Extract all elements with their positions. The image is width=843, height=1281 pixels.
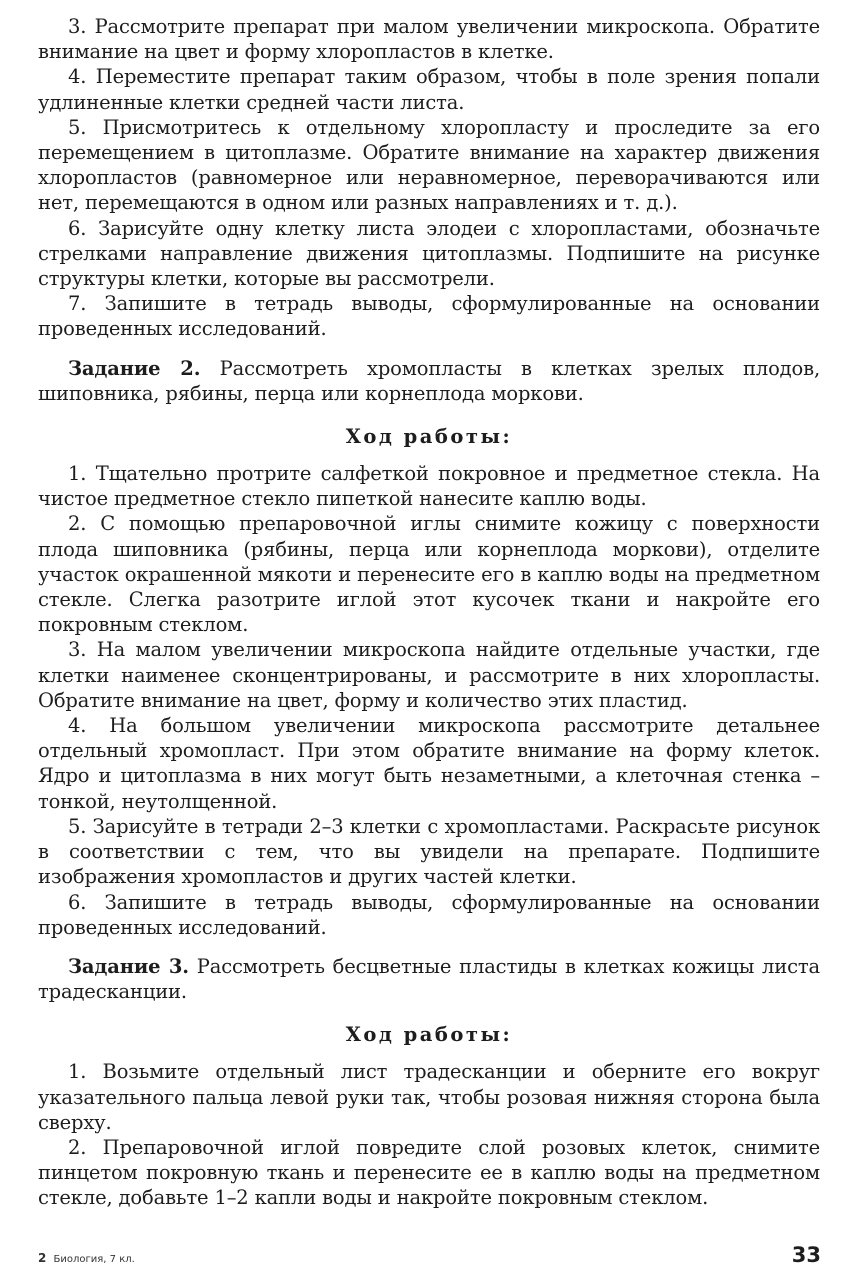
- page-footer: [38, 1239, 821, 1267]
- step-b-6: 6. Запишите в тетрадь выводы, сформулированные на основании проведенных исследований.: [38, 890, 820, 939]
- page-number: 33: [791, 1243, 821, 1267]
- step-a-7: 7. Запишите в тетрадь выводы, сформулированные на основании проведенных исследований.: [38, 292, 820, 341]
- signature-number: 2: [38, 1251, 47, 1265]
- task-2-text: Рассмотреть хромопласты в клетках зрелых плодов, шиповника, рябины, перца или корнеплода моркови.: [38, 356, 820, 405]
- task-2-label: Задание 2.: [68, 356, 201, 380]
- step-a-3: 3. Рассмотрите препарат при малом увеличении микроскопа. Обратите внимание на цвет и форму хлоропластов в клетке.: [38, 15, 820, 64]
- step-b-5: 5. Зарисуйте в тетради 2–3 клетки с хромопластами. Раскрасьте рисунок в соответствии с тем, что вы увидели на препарате. Подпишите изображения хромопластов и других частей клетки.: [38, 814, 820, 889]
- step-c-1: 1. Возьмите отдельный лист традесканции и оберните его вокруг указательного пальца левой руки так, чтобы розовая нижняя сторона была сверху.: [38, 1060, 820, 1134]
- procedure-heading-3: Ход работы:: [345, 1023, 513, 1047]
- step-c-2: 2. Препаровочной иглой повредите слой розовых клеток, снимите пинцетом покровную ткань и перенесите ее в каплю воды на предметном стекле, добавьте 1–2 капли воды и накройте покровным стеклом.: [38, 1135, 820, 1210]
- task-3-text: Рассмотреть бесцветные пластиды в клетках кожицы листа традесканции.: [38, 954, 821, 1004]
- book-title-note: Биология, 7 кл.: [53, 1254, 135, 1265]
- step-a-6: 6. Зарисуйте одну клетку листа элодеи с хлоропластами, обозначьте стрелками направление движения цитоплазмы. Подпишите на рисунке структуры клетки, которые вы рассмотрели.: [38, 216, 820, 291]
- page-content: [38, 14, 820, 1211]
- step-a-4: 4. Переместите препарат таким образом, чтобы в поле зрения попали удлиненные клетки средней части листа.: [38, 65, 820, 114]
- step-b-4: 4. На большом увеличении микроскопа рассмотрите детальнее отдельный хромопласт. При этом обратите внимание на форму клеток. Ядро и цитоплазма в них могут быть незаметными, а клеточная стенка – тонкой, неутолщенной.: [38, 714, 820, 813]
- signature-note: [38, 1251, 135, 1265]
- procedure-heading-2: Ход работы:: [345, 425, 513, 449]
- task-3: [38, 954, 820, 1004]
- task-3-label: Задание 3.: [68, 954, 189, 978]
- task-2: [38, 356, 820, 406]
- step-b-2: 2. С помощью препаровочной иглы снимите кожицу с поверхности плода шиповника (рябины, перца или корнеплода моркови), отделите участок окрашенной мякоти и перенесите его в каплю воды на предметном стекле. Слегка разотрите иглой этот кусочек ткани и накройте его покровным стеклом.: [38, 512, 820, 637]
- step-a-5: 5. Присмотритесь к отдельному хлоропласту и проследите за его перемещением в цитоплазме. Обратите внимание на характер движения хлоропластов (равномерное или неравномерное, переворачиваются или нет, перемещаются в одном или разных направлениях и т. д.).: [38, 115, 820, 215]
- step-b-1: 1. Тщательно протрите салфеткой покровное и предметное стекла. На чистое предметное стекло пипеткой нанесите каплю воды.: [38, 462, 820, 511]
- step-b-3: 3. На малом увеличении микроскопа найдите отдельные участки, где клетки наименее сконцентрированы, и рассмотрите в них хлоропласты. Обратите внимание на цвет, форму и количество этих пластид.: [38, 638, 820, 712]
